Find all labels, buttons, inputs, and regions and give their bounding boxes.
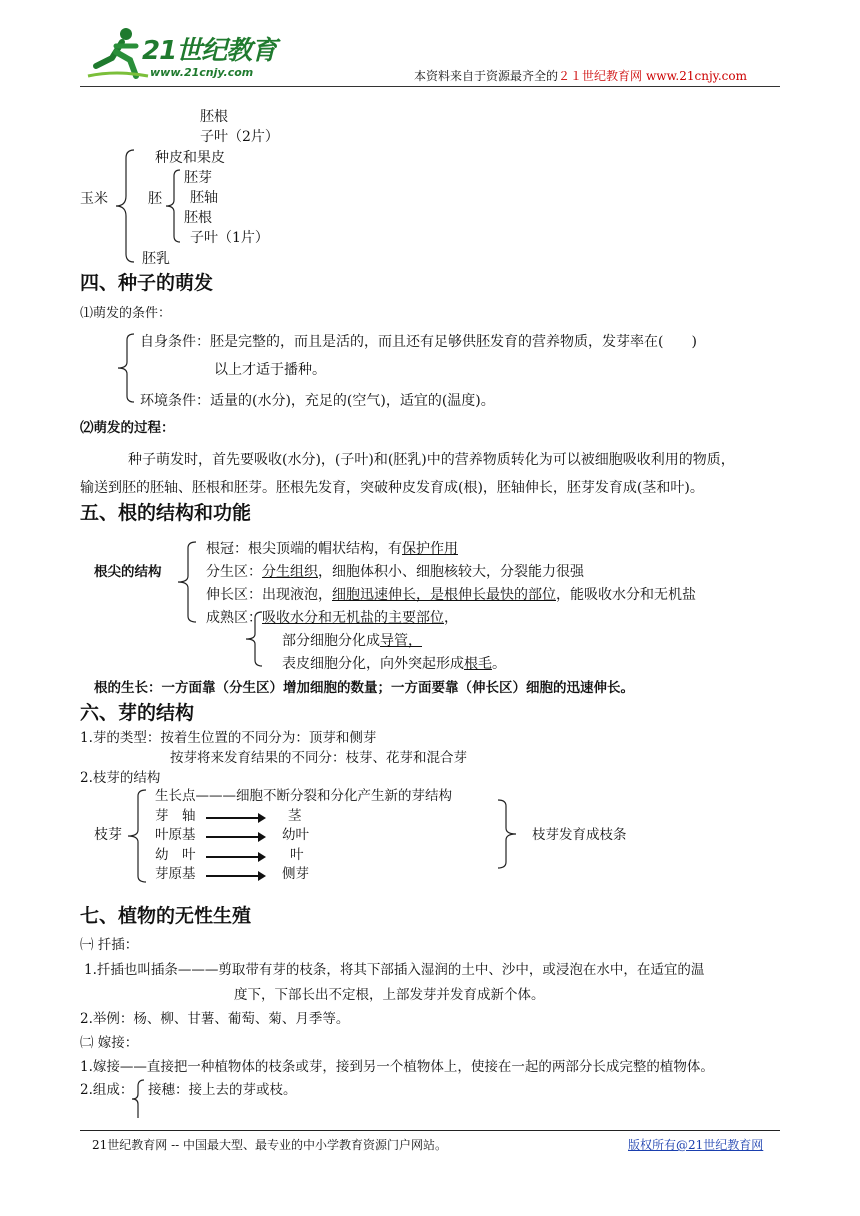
conditions-brace [114,332,136,404]
elongation-label: 伸长区：出现液泡， [206,587,332,603]
corn-hypocotyl: 胚轴 [190,190,218,206]
section5-title: 五、根的结构和功能 [80,502,252,524]
cutting-heading: ㈠ 扦插： [80,937,139,953]
root-tip-label: 根尖的结构 [94,564,162,580]
footer-divider [80,1130,780,1131]
germination-process-line2: 输送到胚的胚轴、胚根和胚芽。胚根先发育，突破种皮发育成(根)，胚轴伸长，胚芽发育成(茎和叶)。 [80,480,704,496]
branch-bud-heading: 2.枝芽的结构 [80,770,161,786]
branch-bud-brace [124,788,148,884]
root-hair-row [282,656,506,673]
germination-process-line1: 种子萌发时，首先要吸收(水分)，(子叶)和(胚乳)中的营养物质转化为可以被细胞吸收利用的物质， [128,452,735,468]
germination-conditions-heading: ⑴萌发的条件： [80,306,172,321]
young-leaf-result: 幼叶 [282,827,309,843]
header-source-site[interactable]: ２１世纪教育网 [558,69,643,83]
root-cap-function: 保护作用 [402,541,458,557]
header-source [414,69,747,83]
root-tip-brace [174,540,198,624]
corn-embryo: 胚 [148,191,162,207]
embryo-brace [162,168,182,244]
internal-condition-line2: 以上才适于播种。 [214,362,326,378]
cutting-examples: 2.举例：杨、柳、甘薯、葡萄、菊、月季等。 [80,1011,350,1027]
maturation-key: 吸收水分和无机盐的主要部位 [262,610,444,626]
footer-copyright-link[interactable]: 版权所有@21世纪教育网 [628,1138,764,1152]
maturation-brace [242,610,264,668]
footer-left: 21世纪教育网 -- 中国最大型、最专业的中小学教育资源门户网站。 [92,1138,448,1152]
scion-def: 接穗：接上去的芽或枝。 [148,1082,297,1098]
meristem-label: 分生区： [206,564,262,580]
elongation-row [206,587,696,604]
section6-title: 六、芽的结构 [80,702,195,724]
header-source-url[interactable]: www.21cnjy.com [646,69,747,83]
arrow-leaf-primordium [206,836,264,838]
young-leaf: 幼 叶 [155,847,196,863]
elongation-key: 细胞迅速伸长，是根伸长最快的部位 [332,587,556,603]
header-source-prefix: 本资料来自于资源最齐全的 [414,69,559,83]
root-cap-row [206,541,458,558]
lateral-bud-result: 侧芽 [282,866,309,882]
meristem-tissue: 分生组织 [262,564,318,580]
grafting-composition-label: 2.组成： [80,1082,134,1098]
logo-runner-icon [86,26,150,82]
header-divider [80,86,780,87]
arrow-young-leaf [206,856,264,858]
grafting-brace [130,1078,146,1120]
corn-label: 玉米 [80,191,108,207]
maturation-comma: ， [444,610,458,626]
maturation-label: 成熟区： [206,610,262,626]
cutting-def-line2: 度下，下部长出不定根，上部发芽并发育成新个体。 [234,987,545,1003]
corn-cotyledon: 子叶（1片） [190,230,269,246]
meristem-row [206,564,584,581]
corn-brace [112,148,136,264]
leaf-result: 叶 [290,847,304,863]
arrow-bud-primordium [206,875,264,877]
bud-primordium: 芽原基 [155,866,196,882]
bud-type-line1: 1.芽的类型：按着生位置的不同分为：顶芽和侧芽 [80,730,377,746]
corn-plumule: 胚芽 [184,170,212,186]
section4-title: 四、种子的萌发 [80,272,214,294]
section7-title: 七、植物的无性生殖 [80,905,252,927]
root-hair-key: 根毛 [464,656,492,672]
arrow-bud-axis [206,817,264,819]
bud-axis: 芽 轴 [155,808,196,824]
bud-type-line2: 按芽将来发育结果的不同分：枝芽、花芽和混合芽 [170,750,467,766]
grafting-heading: ㈡ 嫁接： [80,1035,139,1051]
internal-condition-line1: 自身条件：胚是完整的，而且是活的，而且还有足够供胚发育的营养物质，发芽率在( ) [140,334,697,350]
result-brace [496,798,520,870]
grafting-def: 1.嫁接——直接把一种植物体的枝条或芽，接到另一个植物体上，使接在一起的两部分长成完整的植物体。 [80,1059,714,1075]
growth-point-row: 生长点———细胞不断分裂和分化产生新的芽结构 [155,788,452,804]
corn-endosperm: 胚乳 [142,251,170,267]
root-cap-text: 根冠：根尖顶端的帽状结构，有 [206,541,402,557]
corn-radicle: 胚根 [184,210,212,226]
germination-process-heading: ⑵萌发的过程： [80,420,175,436]
root-growth: 根的生长：一方面靠（分生区）增加细胞的数量；一方面要靠（伸长区）细胞的迅速伸长。 [94,680,634,696]
vessel-key: 导管， [380,633,422,649]
corn-pre-radicle: 胚根 [200,109,228,125]
leaf-primordium: 叶原基 [155,827,196,843]
corn-seedcoat: 种皮和果皮 [155,150,225,166]
root-hair-end: 。 [492,656,506,672]
elongation-desc: ，能吸收水分和无机盐 [556,587,696,603]
corn-pre-cotyledon: 子叶（2片） [200,129,279,145]
branch-bud-label: 枝芽 [94,827,122,843]
vessel-text: 部分细胞分化成 [282,633,380,649]
branch-result: 枝芽发育成枝条 [532,827,627,843]
bud-stem: 茎 [288,808,302,824]
vessel-row [282,633,422,650]
logo-url: www.21cnjy.com [150,66,254,79]
environment-condition: 环境条件：适量的(水分)，充足的(空气)，适宜的(温度)。 [140,393,495,409]
cutting-def-line1: 1.扦插也叫插条———剪取带有芽的枝条，将其下部插入湿润的土中、沙中，或浸泡在水中，在适宜的温 [84,962,705,978]
root-hair-text: 表皮细胞分化，向外突起形成 [282,656,464,672]
logo-title: 21世纪教育 [142,36,277,66]
meristem-desc: ，细胞体积小、细胞核较大，分裂能力很强 [318,564,584,580]
